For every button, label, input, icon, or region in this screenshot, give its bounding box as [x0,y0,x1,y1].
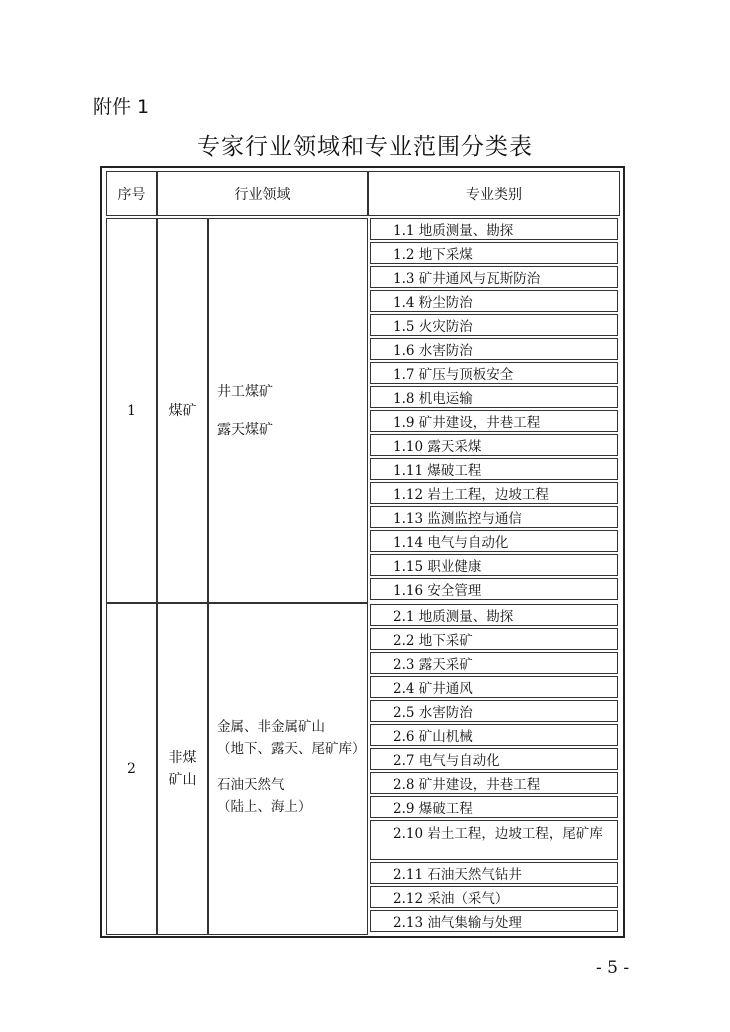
category-row: 1.2 地下采煤 [370,242,618,264]
attachment-label: 附件 1 [93,96,150,118]
subfield-underground-coal: 井工煤矿 [217,384,273,400]
category-row: 2.3 露天采矿 [370,652,618,674]
subfield-oil-gas-detail: （陆上、海上） [217,799,312,815]
page-number: - 5 - [596,958,630,978]
subfield-open-pit-coal: 露天煤矿 [217,422,273,438]
section-2-industry [157,603,208,935]
category-row: 1.15 职业健康 [370,554,618,576]
header-industry: 行业领域 [157,171,368,216]
category-row: 1.16 安全管理 [370,578,618,600]
category-row: 2.8 矿井建设，井巷工程 [370,772,618,794]
header-seq: 序号 [106,171,157,216]
header-category: 专业类别 [368,171,620,216]
section-2-industry-line2: 矿山 [168,772,197,788]
category-row: 2.10 岩土工程，边坡工程，尾矿库 [370,820,618,860]
section-2-seq: 2 [106,603,157,935]
category-row: 1.7 矿压与顶板安全 [370,362,618,384]
category-row: 1.11 爆破工程 [370,458,618,480]
category-row: 1.5 火灾防治 [370,314,618,336]
category-row: 1.13 监测监控与通信 [370,506,618,528]
category-row: 1.10 露天采煤 [370,434,618,456]
category-row: 2.1 地质测量、勘探 [370,604,618,626]
category-row: 2.12 采油（采气） [370,886,618,908]
category-row: 2.11 石油天然气钻井 [370,862,618,884]
category-row: 1.6 水害防治 [370,338,618,360]
category-row: 2.5 水害防治 [370,700,618,722]
subfield-oil-gas: 石油天然气 [217,777,285,793]
section-1-industry: 煤矿 [157,218,208,603]
category-row: 2.6 矿山机械 [370,724,618,746]
category-row: 1.3 矿井通风与瓦斯防治 [370,266,618,288]
category-row: 2.2 地下采矿 [370,628,618,650]
category-row: 2.4 矿井通风 [370,676,618,698]
section-2-industry-line1: 非煤 [168,750,197,766]
category-row: 2.7 电气与自动化 [370,748,618,770]
section-1-subfields [208,218,368,603]
category-row: 1.4 粉尘防治 [370,290,618,312]
section-1-seq: 1 [106,218,157,603]
page-title: 专家行业领域和专业范围分类表 [197,134,533,160]
category-row: 1.12 岩土工程，边坡工程 [370,482,618,504]
category-row: 2.9 爆破工程 [370,796,618,818]
category-row: 1.8 机电运输 [370,386,618,408]
category-row: 1.14 电气与自动化 [370,530,618,552]
category-row: 1.1 地质测量、勘探 [370,218,618,240]
subfield-metal-mines: 金属、非金属矿山 [217,719,325,735]
category-row: 1.9 矿井建设，井巷工程 [370,410,618,432]
section-2-subfields [208,603,368,935]
category-row: 2.13 油气集输与处理 [370,910,618,932]
subfield-metal-mines-detail: （地下、露天、尾矿库） [217,741,366,757]
